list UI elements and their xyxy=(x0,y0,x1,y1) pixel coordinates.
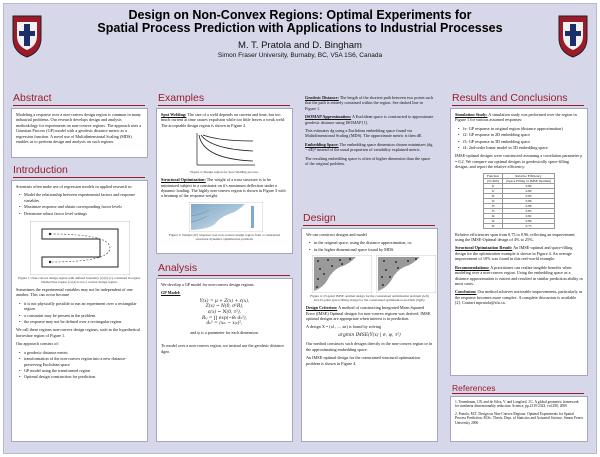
figure-2-caption: Figure 2: Design region for Spot Welding process. xyxy=(190,170,259,175)
embedding-paragraph: The resulting embedding space is often of higher dimension than the space of the original problem. xyxy=(305,155,431,167)
references-box xyxy=(450,396,588,442)
list-item: • Optimal design construction for prediction xyxy=(19,374,143,379)
intro-paragraph: Our approach consists of: xyxy=(16,341,59,347)
table-cell: 0.86 xyxy=(503,203,555,208)
table-header-cell: Relative Efficiency xyxy=(503,173,555,178)
relative-efficiency-table xyxy=(483,173,555,229)
table-header-cell: Function xyxy=(483,173,502,178)
table-cell: 0.75 xyxy=(503,223,555,228)
intro-bullet-list xyxy=(19,192,143,216)
intro-paragraph: We call these regions non-convex design regions, such as the hypothetical horseshoe region of Figure 1. xyxy=(16,327,140,338)
design-paragraph: A design X = (x1, ..., xn) is found by solving xyxy=(306,324,382,330)
reference-item: 1. Tenenbaum, J.B. and de Silva, V. and Langford, J.C. A global geometric framework for nonlinear dimensionality reduction. Science, pp.2319-2323, vol.290, 2000 xyxy=(455,400,579,409)
table-cell: 0.89 xyxy=(503,218,555,223)
gp-model-equations: Y(x) = μ + Z(x) + ε(x), Z(x) ~ N(0, σ²R), ε(x) ~ N(0, τ²), Rᵢⱼ = ∏ exp(−θₖ dₖ²), dₖ² = (xᵢₖ − xⱼₖ)², xyxy=(199,298,250,327)
intro-paragraph: Sometimes the experimental variables may not be independent of one another. This can occur because xyxy=(16,287,133,298)
design-paragraph: We can construct designs and model xyxy=(306,232,367,237)
horseshoe-region-figure xyxy=(30,221,130,275)
list-item: • Maximize response and obtain corresponding factor levels xyxy=(19,204,143,209)
figure-3 xyxy=(161,202,288,242)
section-rule xyxy=(13,105,145,106)
embedding-space-label: Embedding Space: xyxy=(305,141,339,147)
section-rule xyxy=(303,225,435,226)
examples-box xyxy=(156,108,293,254)
list-item: • GP model using the transformed region xyxy=(19,368,143,373)
list-item: • f3: GP response in 3D embedding space xyxy=(458,139,583,144)
university-crest-icon xyxy=(11,14,43,58)
table-cell: f2 xyxy=(483,193,502,198)
imse-optimal-design-figure xyxy=(312,255,372,293)
table-cell: 0.80 xyxy=(503,183,555,188)
response-bullet-list xyxy=(458,126,583,151)
design-paragraph: Our method constructs such designs directly in the non-convex region or in the approximating embedding space. xyxy=(306,341,433,352)
embedding-space-text: The embedding space dimension chosen minimizes (dg − dE)² instead of the usual proportion of variability explained metric. xyxy=(305,141,433,153)
approach-bullet-list xyxy=(19,350,143,380)
recommendations-text: A practitioner can realize tangible benefits when modeling over a non-convex region. Using the embedding space as a distance approximation is easiest and resulted in similar prediction ability in most cases. xyxy=(455,264,583,286)
analysis-box xyxy=(156,278,293,442)
figure-2 xyxy=(161,131,288,177)
design-criterion-label: Design Criterion: xyxy=(306,305,338,311)
table-cell: fv xyxy=(483,183,502,188)
list-item: • Model the relationship between experimental factors and response variables xyxy=(19,192,143,203)
section-rule xyxy=(158,105,290,106)
introduction-heading: Introduction xyxy=(13,164,68,176)
isomap-paragraph: This estimates dg using a Euclidean embedding space found via Multidimensional Scaling (MDS). The approximate metric is then dE. xyxy=(305,128,423,139)
poster-authors: M. T. Pratola and D. Bingham xyxy=(238,40,362,51)
simulation-study-text: A simulation study was performed over the region in Figure 1 for various assumed responses: xyxy=(455,112,577,123)
results-box xyxy=(450,108,588,376)
design-paragraph: An IMSE-optimal design for the constrained structural optimization problem is shown in Figure 4. xyxy=(306,355,420,366)
isomap-text: A Euclidean space is constructed to approximate geodesic distance using ISOMAP [1]. xyxy=(305,114,434,125)
list-item: • a constraint may be present in the problem xyxy=(19,313,143,318)
table-cell: f4 xyxy=(483,223,502,228)
poster-title xyxy=(83,9,517,35)
simulation-study-label: Simulation Study: xyxy=(455,112,488,117)
table-cell: 0.86 xyxy=(503,198,555,203)
geodesic-box xyxy=(301,92,438,202)
table-cell: 0.82 xyxy=(503,213,555,218)
list-item: • it is not physically possible to run an experiment over a rectangular region xyxy=(19,301,143,312)
constraint-bullet-list xyxy=(19,301,143,325)
table-cell: f3 xyxy=(483,203,502,208)
conclusion-text: Our method achieves noticeable improvements, particularly as the response becomes more complex. A complete discussion is available [2]. Contact mpratola@sfu.ca. xyxy=(455,289,583,306)
list-item: • the response may not be defined over a rectangular region. xyxy=(19,319,143,324)
poster-affiliation: Simon Fraser University, Burnaby, BC, V5A 1S6, Canada xyxy=(217,52,383,59)
introduction-box xyxy=(11,180,148,442)
list-item: • f4: 2nd-order linear model in 3D embedding space xyxy=(458,145,583,150)
table-header-row xyxy=(483,178,554,183)
argmin-equation: argmin IMSE(Y(x) | σ, ψ, τ²) xyxy=(338,332,401,338)
geodesic-distance-label: Geodesic Distance: xyxy=(305,95,339,100)
table-header-cell: (Space Filling vs IMSE Optimal) xyxy=(503,178,555,183)
list-item: • fv: GP response in original region (distance approximation) xyxy=(458,126,583,131)
table-cell: 0.85 xyxy=(503,208,555,213)
table-cell: fv xyxy=(483,188,502,193)
list-item: • in the original space, using the distance approximation, or, xyxy=(309,240,433,245)
title-line-1: Design on Non-Convex Regions: Optimal Experiments for xyxy=(128,8,472,22)
figure-1-caption: Figure 1: Non-convex design region with defined boundary (a) (b) (c) contained in region. Dashed line region (c) (d) is not a convex design region. xyxy=(18,276,141,285)
abstract-box xyxy=(11,108,148,158)
spot-welding-label: Spot Welding: xyxy=(161,112,187,117)
table-cell: 0.85 xyxy=(503,193,555,198)
table-cell: f2 xyxy=(483,198,502,203)
analysis-heading: Analysis xyxy=(158,262,198,274)
list-item: • transformation of the non-convex region into a new distance-preserving Euclidean space xyxy=(19,356,143,367)
table-cell: 0.80 xyxy=(503,188,555,193)
recommendations-label: Recommendations: xyxy=(455,264,490,270)
table-cell: f4 xyxy=(483,213,502,218)
structural-optimization-label: Structural Optimization: xyxy=(161,177,206,183)
poster-header xyxy=(3,3,597,67)
results-paragraph: Relative efficiencies span from 0.75 to 0.96, reflecting an improvement using the IMSE-Optimal design of 4% to 25%. xyxy=(455,231,575,243)
spot-welding-figure xyxy=(191,131,257,169)
design-box xyxy=(301,228,438,442)
references-heading: References xyxy=(452,383,496,393)
geodesic-distance-text: The length of the shortest path between two points such that the path is entirely contained within the region. See dashed line in Figure 1. xyxy=(305,95,434,111)
results-paragraph: IMSE-optimal designs were constructed assuming a correlation parameter ρ = 0.2. We compare our optimal designs to geodesically space-filling designs, and report the relative efficiency: xyxy=(455,153,583,170)
table-cell: f3 xyxy=(483,208,502,213)
reference-item: 2. Pratola, M.T. Design on Non-Convex Regions: Optimal Experiments for Spatial Process Prediction, M.Sc. Thesis, Dept. of Statistics and Actuarial Science, Simon Fraser University 2006 xyxy=(455,411,583,425)
structural-result-label: Structural Optimization Result: xyxy=(455,245,513,251)
structural-result-text: An IMSE-optimal and space-filling design for the optimization example is shown in Figure 4. An average improvement of 10% was found in this real-world example. xyxy=(455,245,573,262)
section-rule xyxy=(452,393,584,394)
space-filling-design-figure xyxy=(376,255,436,293)
isomap-label: ISOMAP Approximation: xyxy=(305,114,352,120)
conclusion-label: Conclusion: xyxy=(455,289,477,295)
gp-model-label: GP Model: xyxy=(161,290,181,296)
equation-note: and ψ is a parameter for each dimension. xyxy=(190,329,259,335)
figure-4 xyxy=(306,255,433,305)
abstract-heading: Abstract xyxy=(13,92,52,104)
figure-1 xyxy=(16,219,143,287)
list-item: • a geodesic distance metric xyxy=(19,350,143,355)
list-item: • in the higher dimensional space found by MDS. xyxy=(309,247,433,252)
examples-heading: Examples xyxy=(158,92,205,104)
analysis-paragraph: We develop a GP model for non-convex design regions. xyxy=(161,282,255,287)
design-criterion-text: A method of constructing Integrated Mean Squared Error (IMSE) Optimal designs for non-convex regions was derived. IMSE optimal designs are appropriate when interest is in prediction. xyxy=(306,305,431,322)
structural-optimization-text: The weight of a truss structure is to be minimized subject to a constraint on it's maximum deflection under a dynamic loading. The highly non-convex region is shown in Figure 3 with a heatmap of the response weight. xyxy=(161,177,286,199)
title-line-2: Spatial Process Prediction with Applications to Industrial Processes xyxy=(97,21,503,35)
section-rule xyxy=(13,177,145,178)
university-crest-icon xyxy=(557,14,589,58)
figure-4-caption: Figure 4: 25-point IMSE optimal design for the constrained optimization problem (left) and 25-point space-filling design for the constrained optimization problem (right). xyxy=(310,294,429,303)
section-rule xyxy=(452,105,584,106)
design-bullet-list xyxy=(309,240,433,252)
table-cell: f4 xyxy=(483,218,502,223)
list-item: • Determine robust factor level settings xyxy=(19,211,143,216)
results-heading: Results and Conclusions xyxy=(452,92,568,104)
section-rule xyxy=(158,275,290,276)
list-item: • f2: GP response in 2D embedding space xyxy=(458,132,583,137)
weight-heatmap-figure xyxy=(189,202,263,232)
design-heading: Design xyxy=(303,212,336,224)
figure-3-caption: Figure 3: Weight (W) response over non-convex design region from a constrained structural dynamics optimization problem. xyxy=(168,232,281,242)
table-header-cell: (N=400) xyxy=(483,178,502,183)
abstract-text: Modeling a response over a non-convex design region is common in many industrial problems. Our research develops design and analysis methodology for experiments on non-convex regions. The approach uses a Gaussian Process (GP) model with a geodesic distance metric as a regression function. A novel use of Multidimensional Scaling (MDS) enables us to perform design and analysis on such regions. xyxy=(16,112,142,145)
intro-paragraph: Scientists often make use of regression models in applied research to: xyxy=(16,184,133,189)
table-row xyxy=(483,223,554,228)
analysis-paragraph: To model over a non-convex region, we instead use the geodesic distance dgeo. xyxy=(161,343,284,354)
spot-welding-text: The size of a weld depends on current and time, but too much current at time causes expulsion while too little leaves a weak weld. The acceptable design region is shown in Figure 2. xyxy=(161,112,286,128)
